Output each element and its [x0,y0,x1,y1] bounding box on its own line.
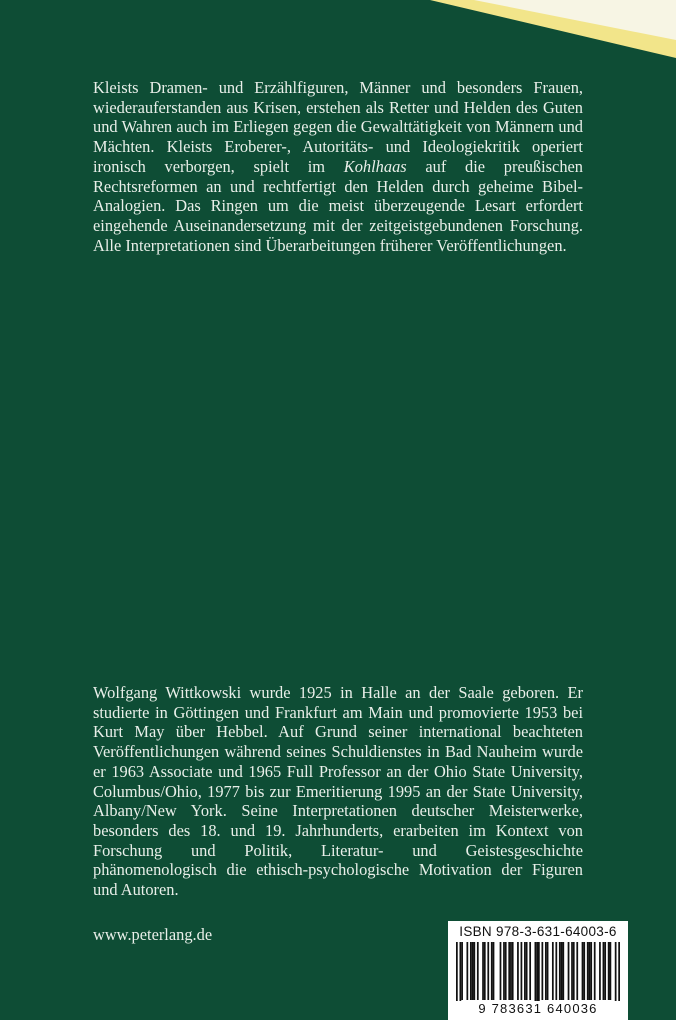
barcode-bar [473,942,475,1000]
barcode-bar [545,942,547,1000]
barcode-bar [503,942,505,1000]
barcode-bar [573,942,575,1000]
barcode-bar [493,942,495,1000]
barcode-bar [538,942,540,1008]
blurb-text [93,78,583,255]
barcode-bar [470,942,472,1000]
barcode-bar [610,942,612,1000]
publisher-url[interactable]: www.peterlang.de [93,925,213,944]
barcode-bar [456,942,458,1008]
barcode-bar [589,942,591,1000]
barcode-bar [461,942,463,1000]
barcode-bar [541,942,543,1000]
barcode-bar [536,942,538,1008]
barcode-bar [484,942,486,1000]
barcode-bar [559,942,561,1000]
barcode-bar [576,942,578,1000]
barcode-bar [594,942,596,1000]
barcode-bar [482,942,484,1000]
barcode-bar [491,942,493,1000]
isbn-barcode [448,921,628,1020]
blurb-text-end: auf die preußischen Rechtsreformen an und rechtfertigt den Helden durch geheime Bibel-Analogien. Das Ringen um die meist überzeugende Lesart erfordert eingehende Auseinandersetzung mit der zeitgeistgebundenen Forschung. Alle Interpretationen sind Überarbeitungen früherer Veröffentlichungen. [93,156,583,255]
barcode-bar [582,942,584,1000]
barcode-bar [526,942,528,1000]
barcode-bar [472,942,474,1000]
isbn-label: ISBN 978-3-631-64003-6 [459,924,617,939]
author-bio [93,683,583,900]
barcode-icon [456,942,620,1008]
barcode-bar [487,942,489,1000]
barcode-bar [552,942,554,1000]
barcode-bar [535,942,537,1008]
barcode-bar [587,942,589,1000]
barcode-bar [521,942,523,1000]
barcode-bar [477,942,479,1000]
barcode-bar [604,942,606,1000]
barcode-digits: 9 783631 640036 [448,1001,628,1016]
barcode-bar [466,942,468,1000]
barcode-bar [615,942,617,1008]
barcode-bar [555,942,557,1000]
barcode-bar [508,942,510,1000]
barcode-bar [524,942,526,1000]
barcode-bar [599,942,601,1000]
barcode-bar [547,942,549,1000]
barcode-bar [618,942,620,1008]
author-bio-text: Wolfgang Wittkowski wurde 1925 in Halle an der Saale geboren. Er studierte in Göttingen und Frankfurt am Main und promovierte 1953 bei Kurt May über Hebbel. Auf Grund seiner international beachteten Veröffentlichungen während seines Schuldienstes in Bad Nauheim wurde er 1963 Associate und 1965 Full Professor an der Ohio State University, Columbus/Ohio, 1977 bis zur Emeritierung 1995 an der State University, Albany/New York. Seine Interpretationen deutscher Meisterwerke, besonders des 18. und 19. Jahrhunderts, erarbeiten im Kontext von Forschung und Politik, Literatur- und Geistesgeschichte phänomenologisch die ethisch-psychologische Motivation der Figuren und Autoren. [93,683,583,900]
barcode-bar [583,942,585,1000]
barcode-bar [608,942,610,1000]
barcode-bar [505,942,507,1000]
barcode-bar [500,942,502,1000]
barcode-bar [561,942,563,1000]
barcode-bar [590,942,592,1000]
barcode-bar [529,942,531,1000]
barcode-bar [517,942,519,1000]
barcode-bar [571,942,573,1000]
barcode-bar [510,942,512,1000]
barcode-bar [512,942,514,1000]
barcode-bar [562,942,564,1000]
barcode-bar [459,942,461,1008]
corner-stripes [0,0,676,70]
barcode-bar [603,942,605,1000]
barcode-bar [568,942,570,1000]
blurb-text-start: Kleists Dramen- und Erzählfiguren, Männer und besonders Frauen, wiederauferstanden aus Krisen, erstehen als Retter und Helden des Guten und Wahren auch im Erliegen gegen die Gewalttätigkeit von Männern und Mächten. Kleists Eroberer-, Autoritäts- und Ideologiekritik operiert ironisch verborgen, spielt im [93,78,583,176]
blurb-title-kohlhaas: Kohlhaas [343,156,407,176]
